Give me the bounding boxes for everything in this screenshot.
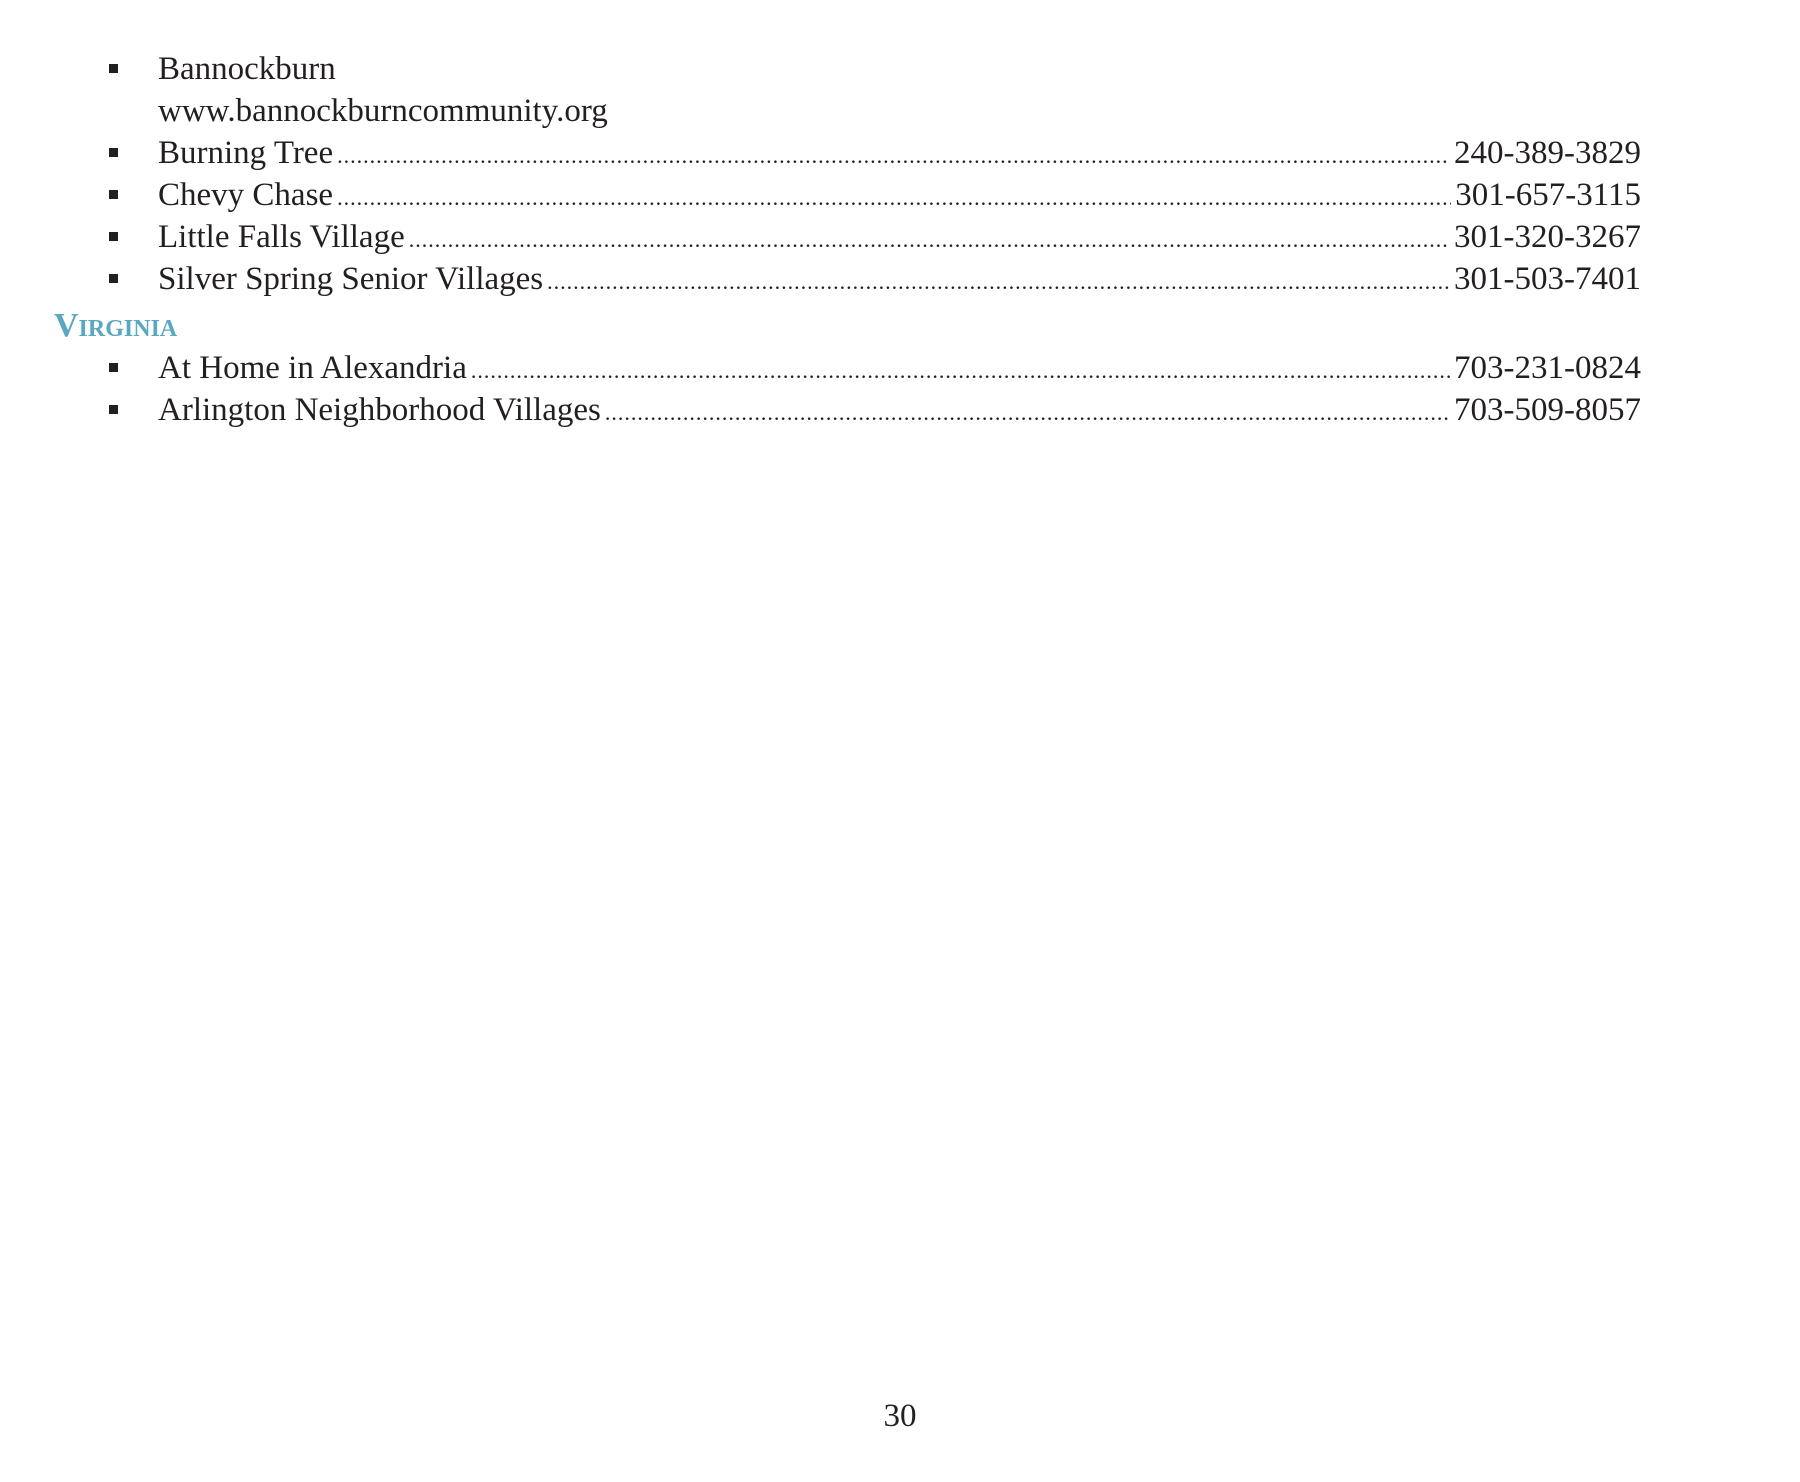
entry-phone: 301-503-7401 — [1454, 261, 1641, 297]
list-item — [0, 174, 1800, 216]
entry-name: At Home in Alexandria — [158, 350, 467, 386]
dot-leader — [337, 177, 1451, 219]
dot-leader — [337, 135, 1450, 177]
entry-name: Chevy Chase — [158, 177, 334, 213]
list-item — [0, 132, 1800, 174]
entry-phone: 240-389-3829 — [1454, 135, 1641, 171]
dot-leader — [605, 392, 1450, 434]
dot-leader — [409, 219, 1450, 261]
section-heading-virginia: Virginia — [54, 307, 178, 344]
entry-name: Little Falls Village — [158, 219, 405, 255]
bullet-icon — [109, 148, 118, 157]
list-item — [0, 48, 1800, 90]
entry-phone: 301-320-3267 — [1454, 219, 1641, 255]
bullet-icon — [109, 363, 118, 372]
dot-leader — [547, 261, 1450, 303]
entry-phone: 703-231-0824 — [1454, 350, 1641, 386]
entry-name: Arlington Neighborhood Villages — [158, 392, 601, 428]
dot-leader — [471, 350, 1450, 392]
list-item — [0, 347, 1800, 389]
list-item — [0, 216, 1800, 258]
list-item — [0, 389, 1800, 431]
bullet-icon — [109, 190, 118, 199]
entry-name: Bannockburn — [158, 51, 336, 87]
page-number: 30 — [883, 1398, 917, 1434]
list-item — [0, 258, 1800, 300]
bullet-icon — [109, 274, 118, 283]
bullet-icon — [109, 64, 118, 73]
entry-phone: 301-657-3115 — [1455, 177, 1641, 213]
bullet-icon — [109, 232, 118, 241]
entry-name: Burning Tree — [158, 135, 334, 171]
bullet-icon — [109, 405, 118, 414]
entry-name: Silver Spring Senior Villages — [158, 261, 544, 297]
entry-phone: 703-509-8057 — [1454, 392, 1641, 428]
list-item-url — [0, 90, 1800, 132]
entry-url[interactable]: www.bannockburncommunity.org — [158, 93, 608, 129]
